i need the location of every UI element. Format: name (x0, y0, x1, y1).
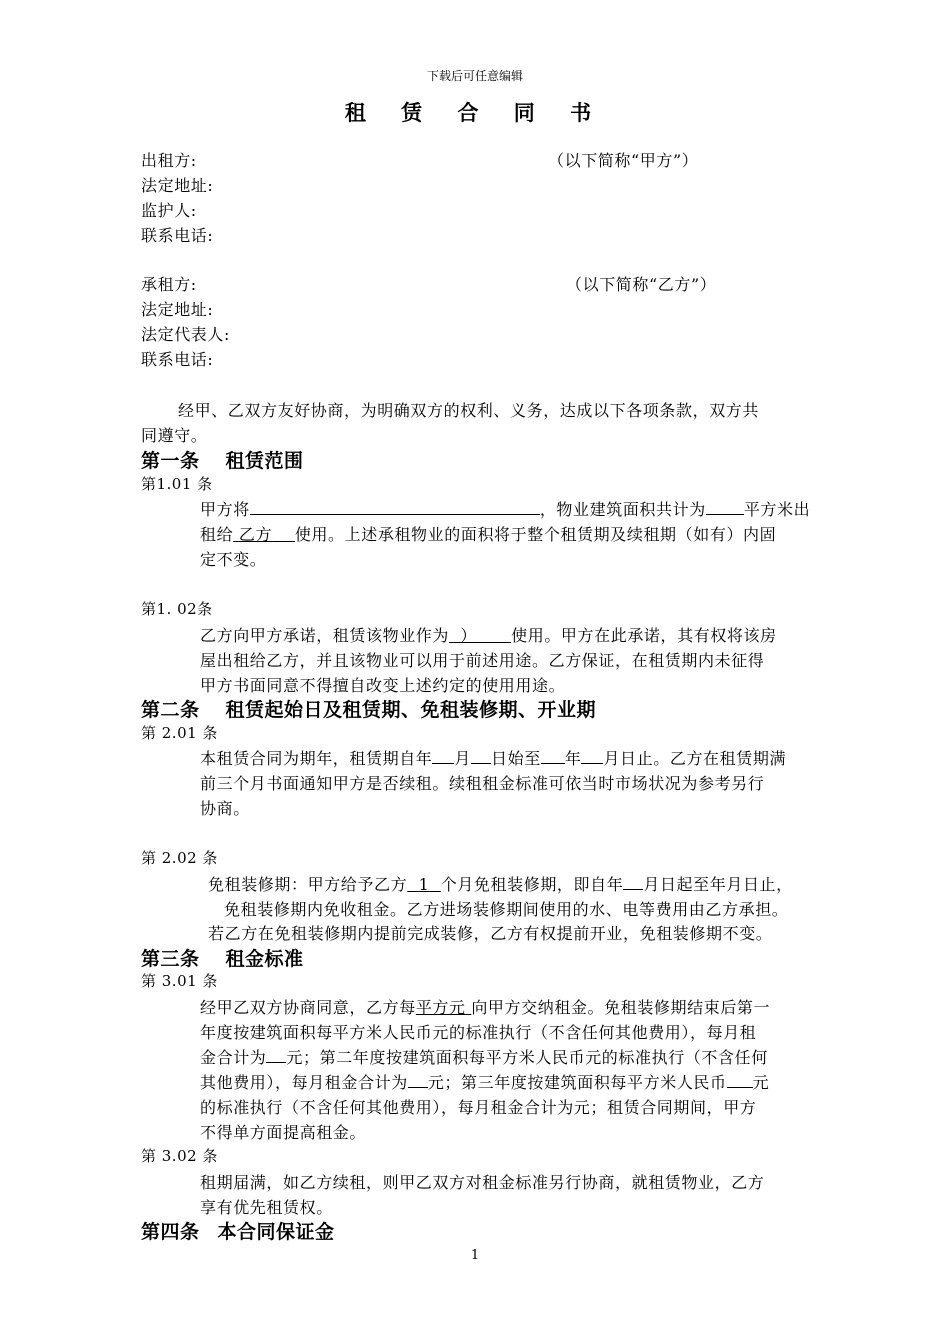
underlined-value: 乙方 (238, 525, 273, 544)
clause-3-01-line-3: 金合计为 元；第二年度按建筑面积每平方米人民币元的标准执行（不含任何 (200, 1048, 768, 1067)
header-note: 下载后可任意编辑 (426, 69, 523, 83)
clause-3-02-line-2: 享有优先租赁权。 (200, 1198, 333, 1217)
clause-2-02-line-3: 若乙方在免租装修期内提前完成装修，乙方有权提前开业，免租装修期不变。 (208, 924, 773, 943)
clause-3-02-label: 第 3.02 条 (141, 1147, 218, 1165)
clause-3-01-line-5: 的标准执行（不含任何其他费用），每月租金合计为元；租赁合同期间，甲方 (200, 1098, 757, 1117)
clause-1-02-line-3: 甲方书面同意不得擅自改变上述约定的使用用途。 (200, 676, 566, 695)
underlined-value: ） (460, 626, 477, 645)
blank-field (727, 1072, 753, 1088)
clause-2-01-line-2: 前三个月书面通知甲方是否续租。续租租金标准可依当时市场状况为参考另行 (200, 774, 765, 793)
clause-3-01-line-4: 其他费用），每月租金合计为 元；第三年度按建筑面积每平方米人民币 元 (200, 1073, 770, 1092)
clause-3-01-line-1: 经甲乙双方协商同意，乙方每平方元 向甲方交纳租金。免租装修期结束后第一 (200, 998, 771, 1017)
article-number: 第三条 (141, 948, 200, 970)
clause-1-02-line-1: 乙方向甲方承诺，租赁该物业作为 ） 使用。甲方在此承诺，其有权将该房 (200, 626, 777, 645)
article-1-heading (141, 446, 304, 473)
clause-1-01-line-3: 定不变。 (200, 550, 267, 569)
lessee-address: 法定地址: (141, 300, 214, 319)
intro-line-1: 经甲、乙双方友好协商，为明确双方的权利、义务，达成以下各项条款，双方共 (178, 401, 760, 420)
clause-2-02-line-2: 免租装修期内免收租金。乙方进场装修期间使用的水、电等费用由乙方承担。 (224, 900, 789, 919)
lessee-label: 承租方: (141, 275, 197, 294)
clause-3-01-line-2: 年度按建筑面积每平方米人民币元的标准执行（不含任何其他费用），每月租 (200, 1023, 757, 1042)
clause-1-01-line-1: 甲方将 ，物业建筑面积共计为 平方米出 (200, 500, 811, 519)
clause-2-01-line-1: 本租赁合同为期年，租赁期自年 月 日始至 年 月日止。乙方在租赁期满 (200, 749, 787, 768)
article-number: 第一条 (141, 450, 200, 472)
clause-2-02-label: 第 2.02 条 (141, 849, 218, 867)
lessor-phone: 联系电话: (141, 226, 214, 245)
intro-line-2: 同遵守。 (141, 426, 208, 445)
lessor-address: 法定地址: (141, 176, 214, 195)
blank-field (250, 499, 540, 515)
lessee-representative: 法定代表人: (141, 325, 230, 344)
clause-3-01-label: 第 3.01 条 (141, 972, 218, 990)
article-title: 本合同保证金 (217, 1221, 335, 1243)
clause-1-02-label: 第1. 02条 (141, 600, 213, 618)
article-2-heading (141, 695, 596, 722)
lessor-guardian: 监护人: (141, 201, 197, 220)
underlined-value: 1 (418, 875, 430, 894)
article-4-heading (141, 1217, 335, 1244)
clause-2-01-label: 第 2.01 条 (141, 724, 218, 742)
article-title: 租赁范围 (225, 450, 304, 472)
lessee-alias: （以下简称“乙方”） (566, 275, 717, 294)
clause-2-01-line-3: 协商。 (200, 799, 250, 818)
blank-field (706, 499, 744, 515)
clause-1-01-line-2: 租给 乙方 使用。上述承租物业的面积将于整个租赁期及续租期（如有）内固 (200, 525, 777, 544)
article-title: 租金标准 (225, 948, 304, 970)
lessee-phone: 联系电话: (141, 350, 214, 369)
article-number: 第二条 (141, 699, 200, 721)
blank-field (471, 748, 491, 764)
article-3-heading (141, 944, 304, 971)
article-number: 第四条 (141, 1221, 200, 1243)
document-title: 租 赁 合 同 书 (344, 100, 606, 125)
clause-1-02-line-2: 屋出租给乙方，并且该物业可以用于前述用途。乙方保证，在租赁期内未征得 (200, 651, 765, 670)
clause-1-01-label: 第1.01 条 (141, 475, 213, 493)
blank-field (432, 748, 454, 764)
blank-field (581, 748, 603, 764)
clause-3-01-line-6: 不得单方面提高租金。 (200, 1123, 367, 1142)
article-title: 租赁起始日及租赁期、免租装修期、开业期 (225, 699, 597, 721)
clause-2-02-line-1: 免租装修期：甲方给予乙方 1 个月免租装修期，即自年 月日起至年月日止， (208, 875, 793, 894)
underlined-value: 平方元 (415, 998, 466, 1017)
blank-field (541, 748, 565, 764)
page-number: 1 (470, 1248, 480, 1263)
blank-field (408, 1072, 428, 1088)
blank-field (266, 1047, 286, 1063)
blank-field (623, 874, 643, 890)
lessor-label: 出租方: (141, 151, 197, 170)
clause-3-02-line-1: 租期届满，如乙方续租，则甲乙双方对租金标准另行协商，就租赁物业，乙方 (200, 1173, 765, 1192)
lessor-alias: （以下简称“甲方”） (548, 151, 699, 170)
